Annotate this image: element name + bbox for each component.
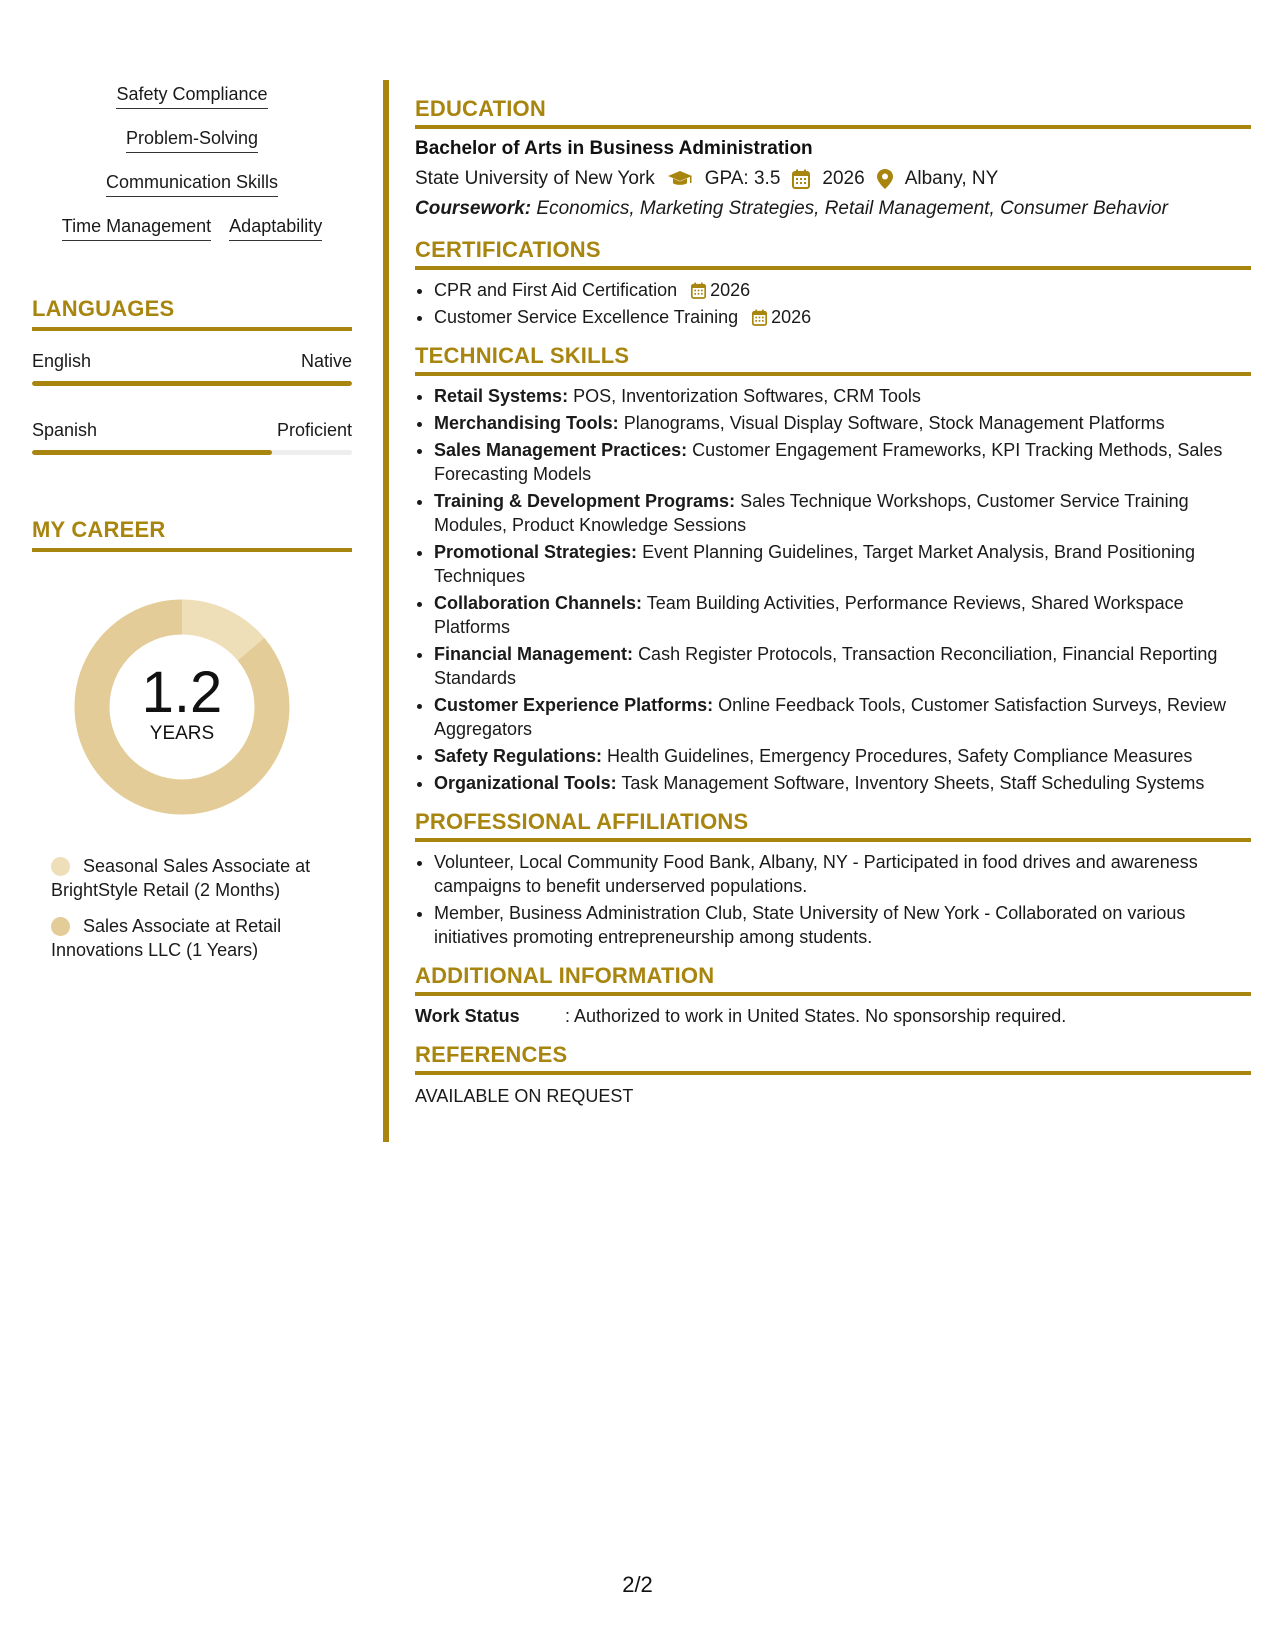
career-legend-item <box>51 914 341 962</box>
skill-text: Cash Register Protocols, Transaction Reconciliation, Financial Reporting Standards <box>434 644 1218 688</box>
references-text: AVAILABLE ON REQUEST <box>415 1086 634 1106</box>
references-title: REFERENCES <box>415 1042 1251 1075</box>
technical-skill-item <box>434 411 1251 435</box>
skills-row <box>106 170 278 197</box>
work-status-row <box>415 1004 1251 1028</box>
technical-skill-item <box>434 489 1251 537</box>
education-details <box>415 165 1251 193</box>
certifications-title: CERTIFICATIONS <box>415 237 1251 270</box>
additional-info-section <box>415 963 1251 1028</box>
technical-skill-item <box>434 744 1251 768</box>
certifications-section <box>415 237 1251 329</box>
calendar-icon <box>752 309 767 326</box>
career-title: MY CAREER <box>32 517 352 552</box>
skill-label: Financial Management: <box>434 644 634 664</box>
affiliation-item: • Member, Business Administration Club, State University of New York - Collaborated on various initiatives promoting entrepreneurship among students. <box>434 901 1251 949</box>
career-total-unit: YEARS <box>149 723 215 744</box>
technical-skills-title: TECHNICAL SKILLS <box>415 343 1251 376</box>
language-bar <box>32 450 352 455</box>
legend-dot <box>51 857 70 876</box>
certification-year: 2026 <box>771 307 812 327</box>
skill-tag: Adaptability <box>229 214 322 241</box>
education-section <box>415 96 1251 223</box>
skill-text: Event Planning Guidelines, Target Market Analysis, Brand Positioning Techniques <box>434 542 1196 586</box>
career-total-value: 1.2 <box>141 660 223 725</box>
affiliation-item: • Volunteer, Local Community Food Bank, Albany, NY - Participated in food drives and awareness campaigns to benefit underserved populations. <box>434 850 1251 898</box>
certification-name: • Customer Service Excellence Training <box>434 307 739 327</box>
additional-info-title: ADDITIONAL INFORMATION <box>415 963 1251 996</box>
skill-label: Training & Development Programs: <box>434 491 736 511</box>
certification-year: 2026 <box>710 280 751 300</box>
education-school: State University of New York <box>415 168 655 189</box>
education-title: EDUCATION <box>415 96 1251 129</box>
technical-skill-item <box>434 642 1251 690</box>
language-item <box>32 349 352 386</box>
calendar-icon <box>792 169 810 189</box>
language-name: Spanish <box>32 420 98 440</box>
technical-skills-list <box>415 384 1251 795</box>
skill-label: Safety Regulations: <box>434 746 603 766</box>
certification-item <box>434 278 1251 302</box>
career-legend-item <box>51 854 341 902</box>
languages-title: LANGUAGES <box>32 296 352 331</box>
coursework-text: Economics, Marketing Strategies, Retail Management, Consumer Behavior <box>536 198 1168 219</box>
location-pin-icon <box>877 169 893 189</box>
work-status-value: : Authorized to work in United States. No sponsorship required. <box>565 1006 1067 1026</box>
education-year: 2026 <box>822 168 865 189</box>
skill-label: Retail Systems: <box>434 386 569 406</box>
skill-label: Collaboration Channels: <box>434 593 643 613</box>
skill-tag: Time Management <box>62 214 211 241</box>
skill-label: Sales Management Practices: <box>434 440 688 460</box>
skill-tag: Problem-Solving <box>126 126 258 153</box>
references-section <box>415 1042 1251 1108</box>
language-level: Proficient <box>276 420 352 440</box>
language-bar <box>32 381 352 386</box>
career-legend <box>32 854 352 962</box>
coursework-label: Coursework: <box>415 198 532 219</box>
career-legend-label: Sales Associate at Retail Innovations LLC (1 Years) <box>51 916 282 960</box>
skill-text: Customer Engagement Frameworks, KPI Tracking Methods, Sales Forecasting Models <box>434 440 1223 484</box>
skill-text: Sales Technique Workshops, Customer Service Training Modules, Product Knowledge Sessions <box>434 491 1189 535</box>
right-column <box>415 96 1251 1122</box>
language-name: English <box>32 351 92 371</box>
page-number: 2/2 <box>622 1572 653 1597</box>
skill-label: Customer Experience Platforms: <box>434 695 714 715</box>
affiliations-section <box>415 809 1251 949</box>
skills-row <box>126 126 258 153</box>
skills-row <box>62 214 322 241</box>
legend-dot <box>51 917 70 936</box>
education-location: Albany, NY <box>904 168 999 189</box>
skill-text: Health Guidelines, Emergency Procedures, Safety Compliance Measures <box>607 746 1193 766</box>
graduation-cap-icon <box>667 170 693 188</box>
language-item <box>32 418 352 455</box>
education-gpa: GPA: 3.5 <box>704 168 781 189</box>
career-legend-label: Seasonal Sales Associate at BrightStyle Retail (2 Months) <box>51 856 311 900</box>
language-bar-fill <box>32 450 272 455</box>
skill-label: Organizational Tools: <box>434 773 617 793</box>
technical-skill-item <box>434 540 1251 588</box>
technical-skill-item <box>434 438 1251 486</box>
skill-text: Task Management Software, Inventory Sheets, Staff Scheduling Systems <box>621 773 1205 793</box>
skill-text: Team Building Activities, Performance Reviews, Shared Workspace Platforms <box>434 593 1184 637</box>
technical-skill-item <box>434 591 1251 639</box>
column-divider <box>383 80 389 1142</box>
skills-row <box>116 82 267 109</box>
education-coursework <box>415 195 1251 223</box>
education-degree: Bachelor of Arts in Business Administration <box>415 138 813 159</box>
technical-skills-section <box>415 343 1251 795</box>
skill-text: POS, Inventorization Softwares, CRM Tools <box>573 386 921 406</box>
affiliations-title: PROFESSIONAL AFFILIATIONS <box>415 809 1251 842</box>
certification-name: • CPR and First Aid Certification <box>434 280 678 300</box>
work-status-label: Work Status <box>415 1006 520 1026</box>
languages-section <box>32 296 352 455</box>
skill-tag: Communication Skills <box>106 170 278 197</box>
affiliations-list <box>415 850 1251 949</box>
certification-item <box>434 305 1251 329</box>
calendar-icon <box>691 282 706 299</box>
technical-skill-item <box>434 771 1251 795</box>
skill-text: Planograms, Visual Display Software, Stock Management Platforms <box>623 413 1165 433</box>
technical-skill-item <box>434 384 1251 408</box>
skill-tag: Safety Compliance <box>116 82 267 109</box>
technical-skill-item <box>434 693 1251 741</box>
skill-label: Merchandising Tools: <box>434 413 619 433</box>
skills-list <box>32 82 352 258</box>
career-section <box>32 517 352 962</box>
language-bar-fill <box>32 381 352 386</box>
career-donut <box>67 592 297 822</box>
certifications-list <box>415 278 1251 329</box>
skill-text: Online Feedback Tools, Customer Satisfaction Surveys, Review Aggregators <box>434 695 1227 739</box>
left-column <box>32 82 352 974</box>
skill-label: Promotional Strategies: <box>434 542 638 562</box>
language-level: Native <box>300 351 352 371</box>
